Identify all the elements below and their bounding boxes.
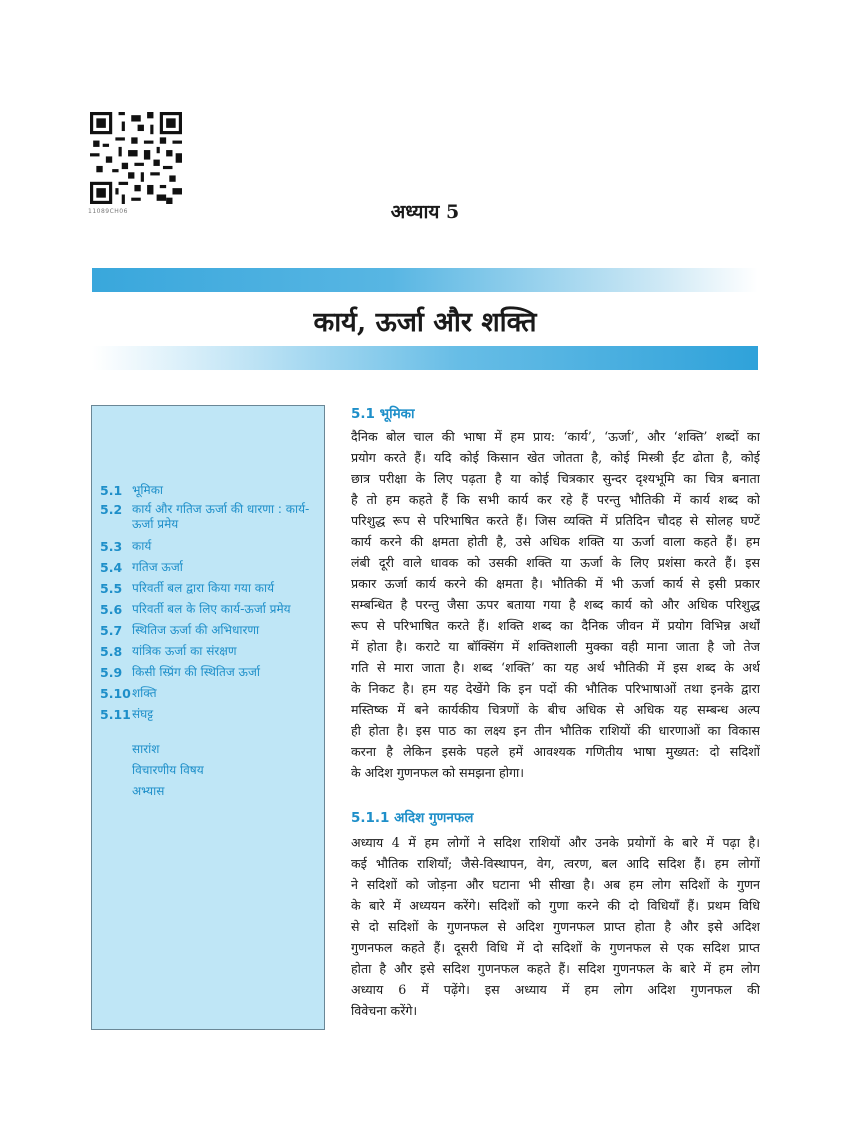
toc-box: 5.1 भूमिका 5.2 कार्य और गतिज ऊर्जा की धारणा : कार्य-ऊर्जा प्रमेय 5.3 कार्य 5.4 गतिज ऊर्जा 5.5 परिवर्ती बल द्वारा किया गया कार्य 5.6 परिवर्ती बल के लिए कार्य-ऊर्जा प्रमेय 5.7 स्थितिज ऊर्जा की अभिधारणा 5.8 यांत्रिक ऊर्जा का संरक्षण 5.9 किसी स्प्रिंग की स्थितिज ऊर्जा 5.10 शक्ति 5.11 संघट्ट सारांश विचारणीय विषय अभ्यास	[91, 405, 325, 1030]
section-heading: 5.1 भूमिका	[351, 406, 415, 422]
qr-code-image	[90, 112, 182, 204]
text-line: होता है और इसे सदिश गुणनफल कहते हैं। सदिश गुणनफल के बारे में हम लोग	[351, 961, 760, 976]
text-line: गति से मारा जाता है। शब्द ‘शक्ति’ का यह अर्थ भौतिकी में इस शब्द के अर्थ	[351, 660, 760, 675]
text-line: के निकट है। हम यह देखेंगे कि इन पदों की भौतिक परिभाषाओं तथा इनके द्वारा	[351, 681, 760, 696]
text-line: छात्र परीक्षा के लिए पढ़ता है या कोई चित्रकार सुन्दर दृश्यभूमि का चित्र बनाता	[351, 471, 760, 486]
text-line: सम्बन्धित है परन्तु जैसा ऊपर बताया गया है शब्द कार्य को और अधिक परिशुद्ध	[351, 597, 760, 612]
text-line: मस्तिष्क में बने कार्यकीय चित्रणों के बीच अधिक से अधिक यह सम्बन्ध अल्प	[351, 702, 760, 717]
chapter-label: अध्याय 5	[390, 201, 460, 223]
text-line: प्रयोग करते हैं। यदि कोई किसान खेत जोतता है, कोई मिस्त्री ईंट ढोता है, कोई	[351, 450, 760, 465]
text-line: गुणनफल कहते हैं। दूसरी विधि में दो सदिशों के गुणनफल से एक सदिश प्राप्त	[351, 940, 760, 955]
text-line: कई भौतिक राशियाँ; जैसे-विस्थापन, वेग, त्वरण, बल आदि सदिश हैं। हम लोगों	[351, 856, 760, 871]
text-line: दैनिक बोल चाल की भाषा में हम प्राय: ‘कार्य’, ‘ऊर्जा’, और ‘शक्ति’ शब्दों का	[351, 429, 760, 444]
toc-points-to-ponder[interactable]: विचारणीय विषय	[132, 763, 204, 777]
title-band-bottom	[92, 346, 758, 370]
title-band-top	[92, 268, 758, 292]
text-line: प्रकार ऊर्जा कार्य करने की क्षमता है। भौतिकी में भी ऊर्जा कार्य से इसी प्रकार	[351, 576, 760, 591]
text-line: करना है लेकिन इसके पहले हमें आवश्यक गणितीय भाषा मुख्यत: दो सदिशों	[351, 744, 760, 759]
text-line: विवेचना करेंगे।	[351, 1003, 418, 1018]
text-line: में होता है। कराटे या बॉक्सिंग में शक्तिशाली मुक्का वही माना जाता है जो तेज	[351, 639, 760, 654]
qr-code-label: 11089CH06	[88, 208, 128, 215]
toc-summary[interactable]: सारांश	[132, 742, 160, 756]
text-line: लंबी दूरी वाले धावक को उसकी शक्ति या ऊर्जा के लिए प्रशंसा करते हैं। इस	[351, 555, 760, 570]
text-line: परिशुद्ध रूप से परिभाषित करते हैं। जिस व्यक्ति में प्रतिदिन चौदह से सोलह घण्टें	[351, 513, 760, 528]
text-line: अध्याय 6 में पढ़ेंगे। इस अध्याय में हम लोग अदिश गुणनफल की	[351, 982, 760, 997]
text-line: कार्य करने की क्षमता होती है, उसे अधिक शक्ति या ऊर्जा वाला कहते हैं। हम	[351, 534, 760, 549]
text-line: ने सदिशों को जोड़ना और घटाना भी सीखा है। अब हम लोग सदिशों के गुणन	[351, 877, 760, 892]
text-line: है तो हम कहते हैं कि सभी कार्य कर रहे हैं परन्तु भौतिकी में कार्य शब्द को	[351, 492, 760, 507]
text-line: के अदिश गुणनफल को समझना होगा।	[351, 765, 525, 780]
text-line: के बारे में अध्ययन करेंगे। सदिशों को गुणा करने की दो विधियाँ हैं। प्रथम विधि	[351, 898, 760, 913]
text-line: रूप से परिभाषित करते हैं। शक्ति शब्द का दैनिक जीवन में प्रयोग विभिन्न अर्थों	[351, 618, 760, 633]
toc-exercises[interactable]: अभ्यास	[132, 784, 165, 798]
text-line: अध्याय 4 में हम लोगों ने सदिश राशियों और उनके प्रयोगों के बारे में पढ़ा है।	[351, 835, 760, 850]
subsection-heading: 5.1.1 अदिश गुणनफल	[351, 810, 474, 826]
text-line: ही होता है। इस पाठ का लक्ष्य इन तीन भौतिक राशियों की धारणाओं का विकास	[351, 723, 760, 738]
text-line: से दो सदिशों के गुणनफल से अदिश गुणनफल प्राप्त होता है और इसे अदिश	[351, 919, 760, 934]
chapter-title: कार्य, ऊर्जा और शक्ति	[313, 307, 537, 338]
